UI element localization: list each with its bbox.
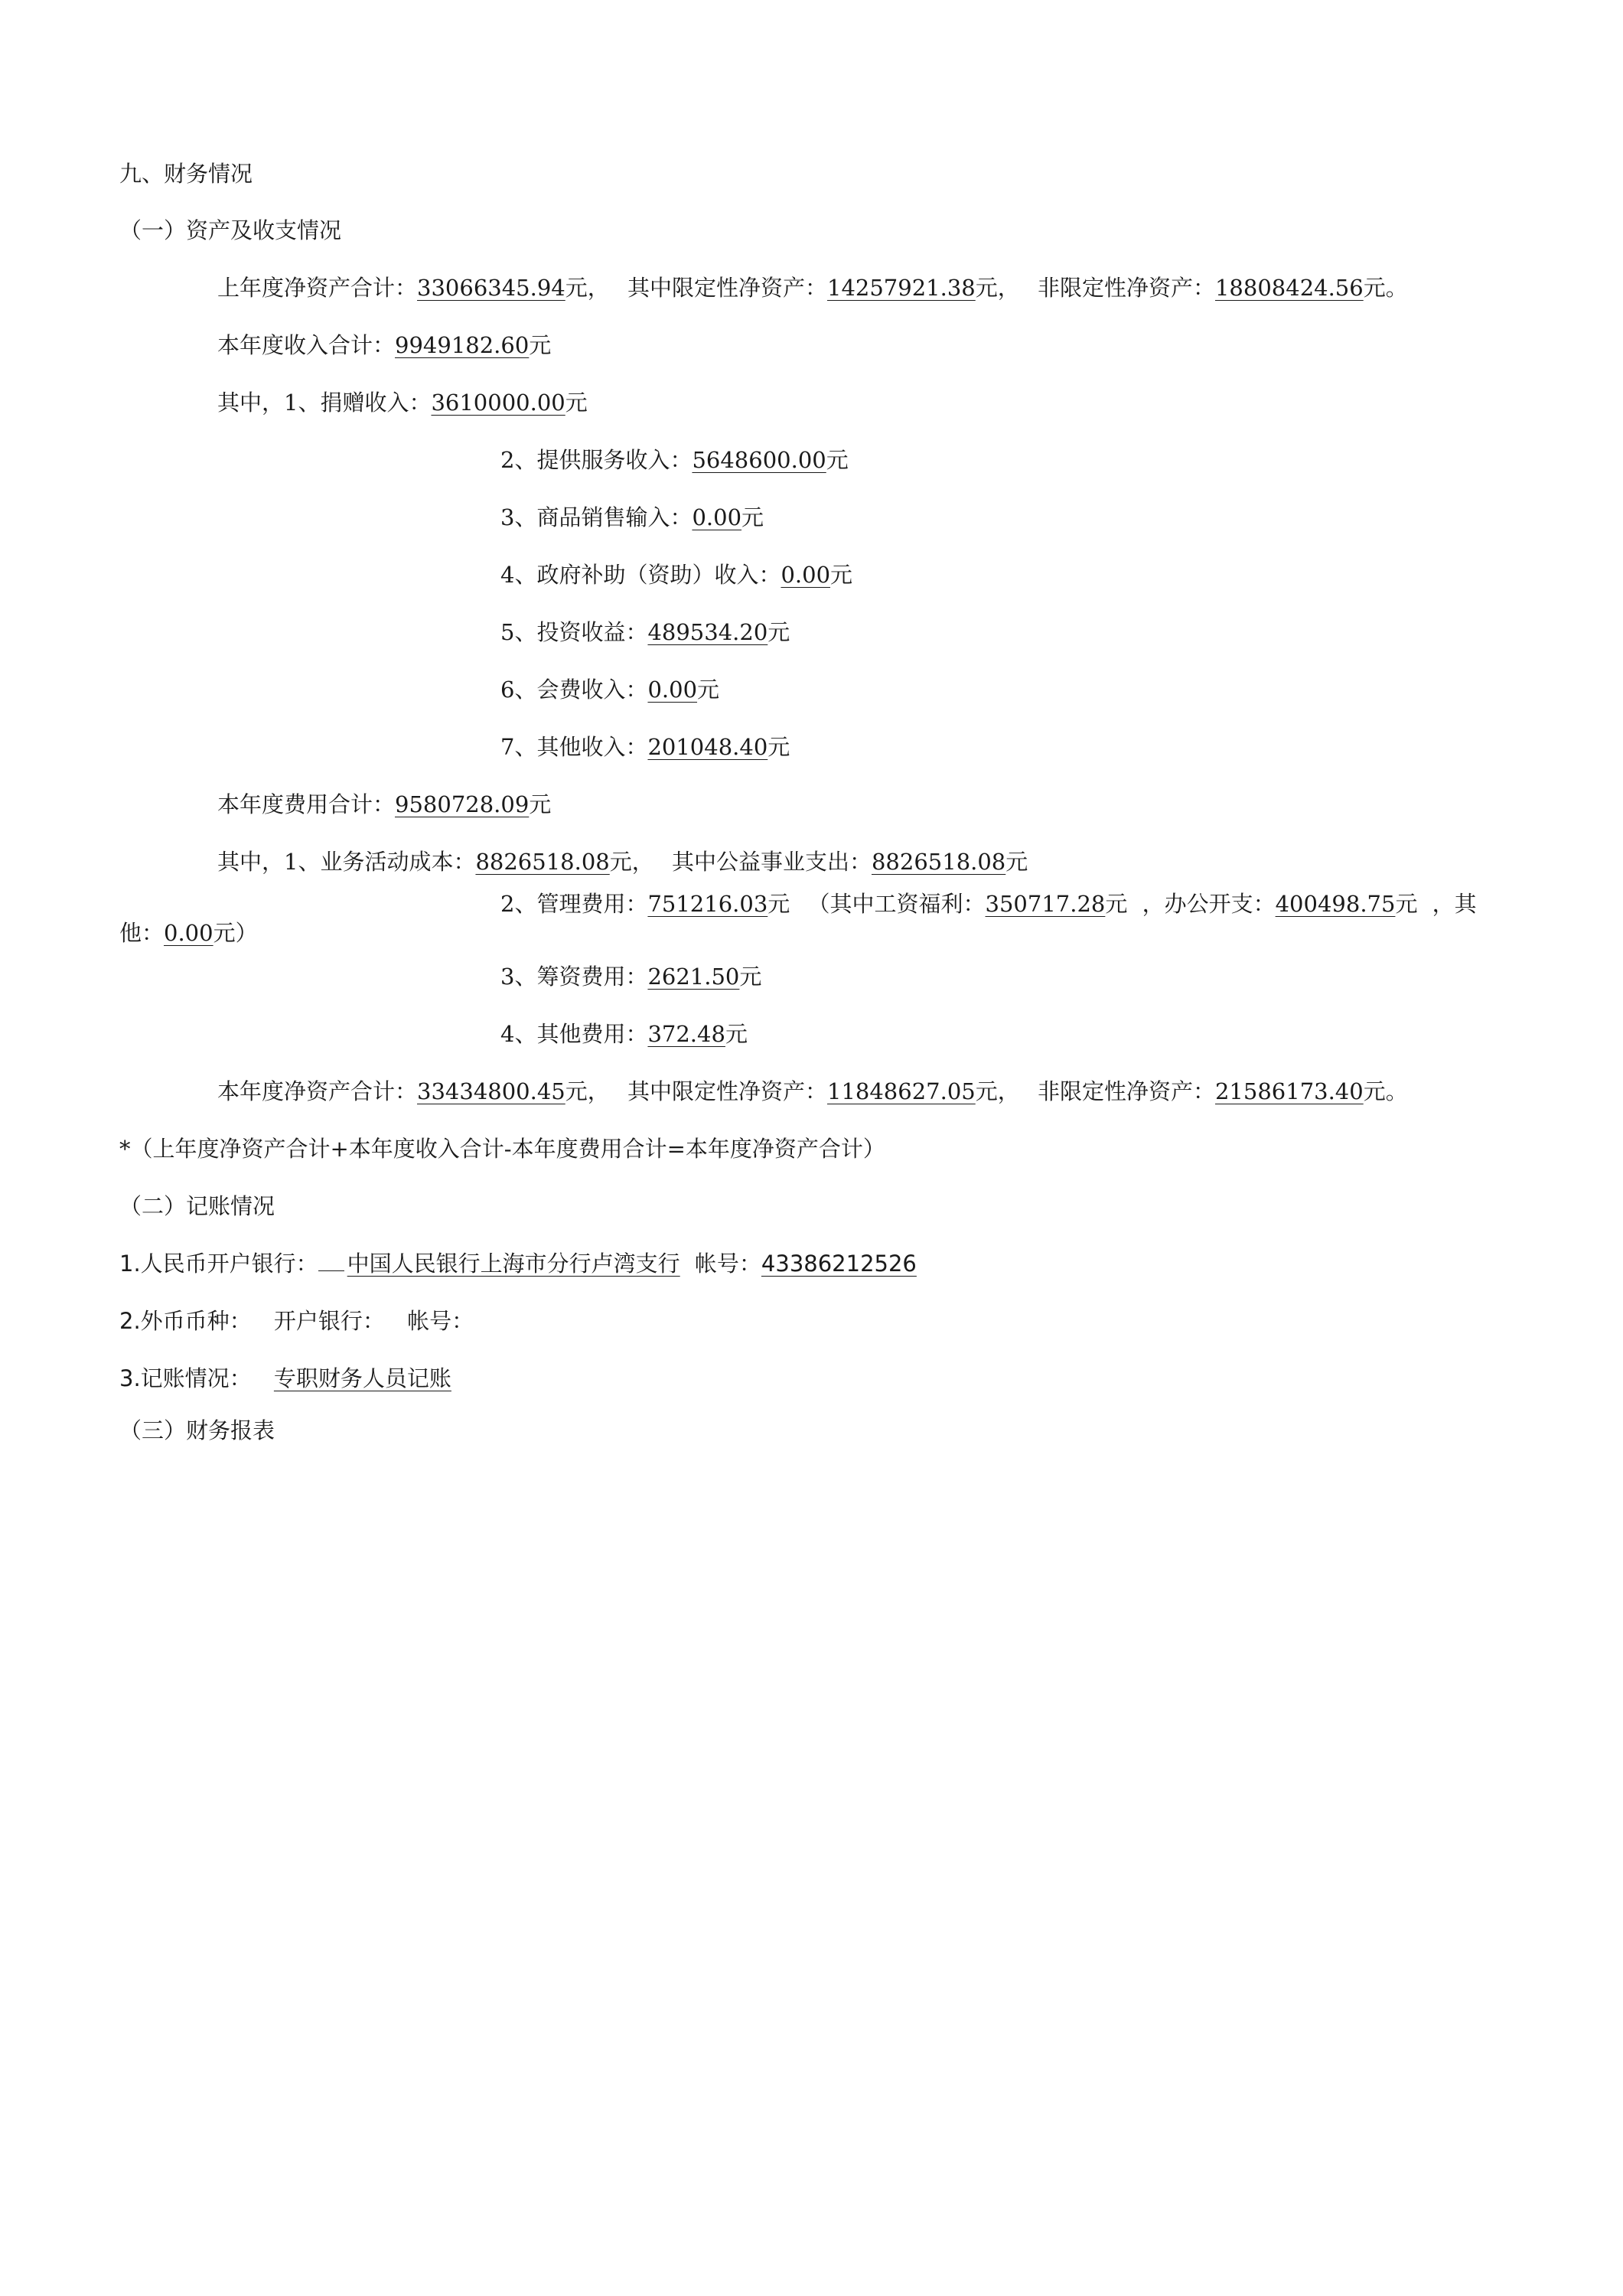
- expense-item-unit: 元: [739, 964, 762, 990]
- expense-item-label: 3、筹资费用：: [500, 964, 648, 990]
- other-unit: 元）: [213, 920, 258, 946]
- curr-restricted-value: 11848627.05: [827, 1078, 976, 1104]
- curr-unrestricted-value: 21586173.40: [1214, 1078, 1364, 1104]
- blank-underline: [318, 1252, 344, 1271]
- office-label: ，办公开支：: [1142, 891, 1276, 917]
- curr-restricted-label: 其中限定性净资产：: [627, 1078, 827, 1104]
- income-item-membership: [500, 675, 719, 704]
- income-item-value: 0.00: [647, 677, 698, 703]
- expense-item-management: [500, 889, 1477, 918]
- income-total-value: 9949182.60: [395, 332, 530, 358]
- curr-unrestricted-label: 非限定性净资产：: [1037, 1078, 1215, 1104]
- income-item-unit: 元: [697, 677, 720, 703]
- income-item-sales: [500, 503, 764, 532]
- foreign-account-label: 帐号：: [407, 1308, 474, 1334]
- prev-net-label: 上年度净资产合计：: [217, 275, 418, 301]
- rmb-account-number: 43386212526: [761, 1251, 917, 1277]
- other-cont-label: 他：: [119, 920, 165, 946]
- prev-year-net-assets-line: [217, 273, 1408, 302]
- expense-total-value: 9580728.09: [395, 791, 530, 817]
- curr-restricted-unit: 元，: [975, 1078, 1020, 1104]
- subsection-heading-bookkeeping: （二）记账情况: [119, 1193, 275, 1219]
- income-item-unit: 元: [741, 504, 764, 530]
- prev-unrestricted-value: 18808424.56: [1214, 275, 1364, 301]
- curr-year-net-assets-line: [217, 1077, 1408, 1106]
- expense-item-value: 8826518.08: [475, 849, 610, 875]
- income-item-label: 7、其他收入：: [500, 734, 648, 760]
- income-item-unit: 元: [565, 390, 588, 416]
- expense-item-unit: 元，: [609, 849, 654, 875]
- income-item-donation: [217, 388, 588, 417]
- income-item-value: 3610000.00: [431, 390, 565, 416]
- office-unit: 元: [1395, 891, 1418, 917]
- public-welfare-label: 其中公益事业支出：: [671, 849, 872, 875]
- income-item-service: [500, 445, 849, 475]
- expense-total-unit: 元: [529, 791, 552, 817]
- subsection-heading-statements: （三）财务报表: [119, 1417, 275, 1443]
- bookkeeping-label: 3.记账情况：: [119, 1365, 252, 1391]
- income-total-line: [217, 331, 551, 360]
- income-item-unit: 元: [768, 734, 790, 760]
- income-item-value: 489534.20: [647, 619, 768, 645]
- expense-item-value: 2621.50: [647, 964, 740, 990]
- section-title: 九、财务情况: [119, 161, 253, 187]
- other-value: 0.00: [164, 920, 213, 946]
- wage-value: 350717.28: [985, 891, 1106, 917]
- office-value: 400498.75: [1275, 891, 1396, 917]
- expense-item-label: 其中，1、业务活动成本：: [217, 849, 476, 875]
- expense-item-label: 2、管理费用：: [500, 891, 648, 917]
- expense-item-unit: 元: [768, 891, 790, 917]
- income-item-subsidy: [500, 560, 852, 589]
- rmb-bank-line: [119, 1249, 917, 1278]
- formula-note: *（上年度净资产合计+本年度收入合计-本年度费用合计=本年度净资产合计）: [119, 1136, 885, 1162]
- prev-restricted-unit: 元，: [975, 275, 1020, 301]
- public-welfare-value: 8826518.08: [871, 849, 1006, 875]
- income-item-value: 0.00: [781, 562, 831, 588]
- income-item-label: 3、商品销售输入：: [500, 504, 693, 530]
- prev-unrestricted-unit: 元。: [1363, 275, 1408, 301]
- rmb-bank-label: 1.人民币开户银行：: [119, 1251, 318, 1277]
- subsection-heading-assets: （一）资产及收支情况: [119, 217, 342, 243]
- foreign-currency-label: 2.外币币种：: [119, 1308, 252, 1334]
- income-total-unit: 元: [529, 332, 552, 358]
- income-item-label: 2、提供服务收入：: [500, 447, 693, 473]
- expense-management-continuation: [119, 918, 258, 947]
- rmb-bank-name: 中国人民银行上海市分行卢湾支行: [347, 1251, 680, 1277]
- expense-item-label: 4、其他费用：: [500, 1021, 648, 1047]
- expense-total-label: 本年度费用合计：: [217, 791, 396, 817]
- expense-total-line: [217, 790, 551, 819]
- prev-net-value: 33066345.94: [417, 275, 565, 301]
- expense-item-value: 372.48: [647, 1021, 725, 1047]
- expense-item-other: [500, 1019, 748, 1049]
- prev-restricted-label: 其中限定性净资产：: [627, 275, 827, 301]
- income-item-unit: 元: [768, 619, 790, 645]
- income-item-unit: 元: [826, 447, 849, 473]
- wage-label: （其中工资福利：: [807, 891, 986, 917]
- income-item-value: 201048.40: [647, 734, 768, 760]
- bookkeeping-line: [119, 1364, 451, 1393]
- income-item-value: 5648600.00: [692, 447, 826, 473]
- curr-net-label: 本年度净资产合计：: [217, 1078, 418, 1104]
- expense-item-unit: 元: [725, 1021, 748, 1047]
- expense-item-value: 751216.03: [647, 891, 768, 917]
- foreign-bank-label: 开户银行：: [273, 1308, 385, 1334]
- foreign-currency-line: [119, 1306, 474, 1336]
- income-item-label: 5、投资收益：: [500, 619, 648, 645]
- rmb-account-label: 帐号：: [694, 1251, 761, 1277]
- curr-net-unit: 元，: [565, 1078, 610, 1104]
- curr-net-value: 33434800.45: [417, 1078, 565, 1104]
- other-label: ，其: [1432, 891, 1477, 917]
- income-item-label: 6、会费收入：: [500, 677, 648, 703]
- income-item-other: [500, 732, 790, 762]
- income-item-value: 0.00: [692, 504, 742, 530]
- prev-restricted-value: 14257921.38: [827, 275, 976, 301]
- curr-unrestricted-unit: 元。: [1363, 1078, 1408, 1104]
- income-item-label: 4、政府补助（资助）收入：: [500, 562, 781, 588]
- prev-net-unit: 元，: [565, 275, 610, 301]
- expense-item-fundraising: [500, 962, 761, 991]
- income-item-unit: 元: [830, 562, 853, 588]
- public-welfare-unit: 元: [1005, 849, 1028, 875]
- expense-item-business: [217, 847, 1028, 876]
- wage-unit: 元: [1105, 891, 1128, 917]
- income-total-label: 本年度收入合计：: [217, 332, 396, 358]
- income-item-label: 其中，1、捐赠收入：: [217, 390, 432, 416]
- bookkeeping-value: 专职财务人员记账: [273, 1365, 451, 1391]
- income-item-investment: [500, 618, 790, 647]
- prev-unrestricted-label: 非限定性净资产：: [1037, 275, 1215, 301]
